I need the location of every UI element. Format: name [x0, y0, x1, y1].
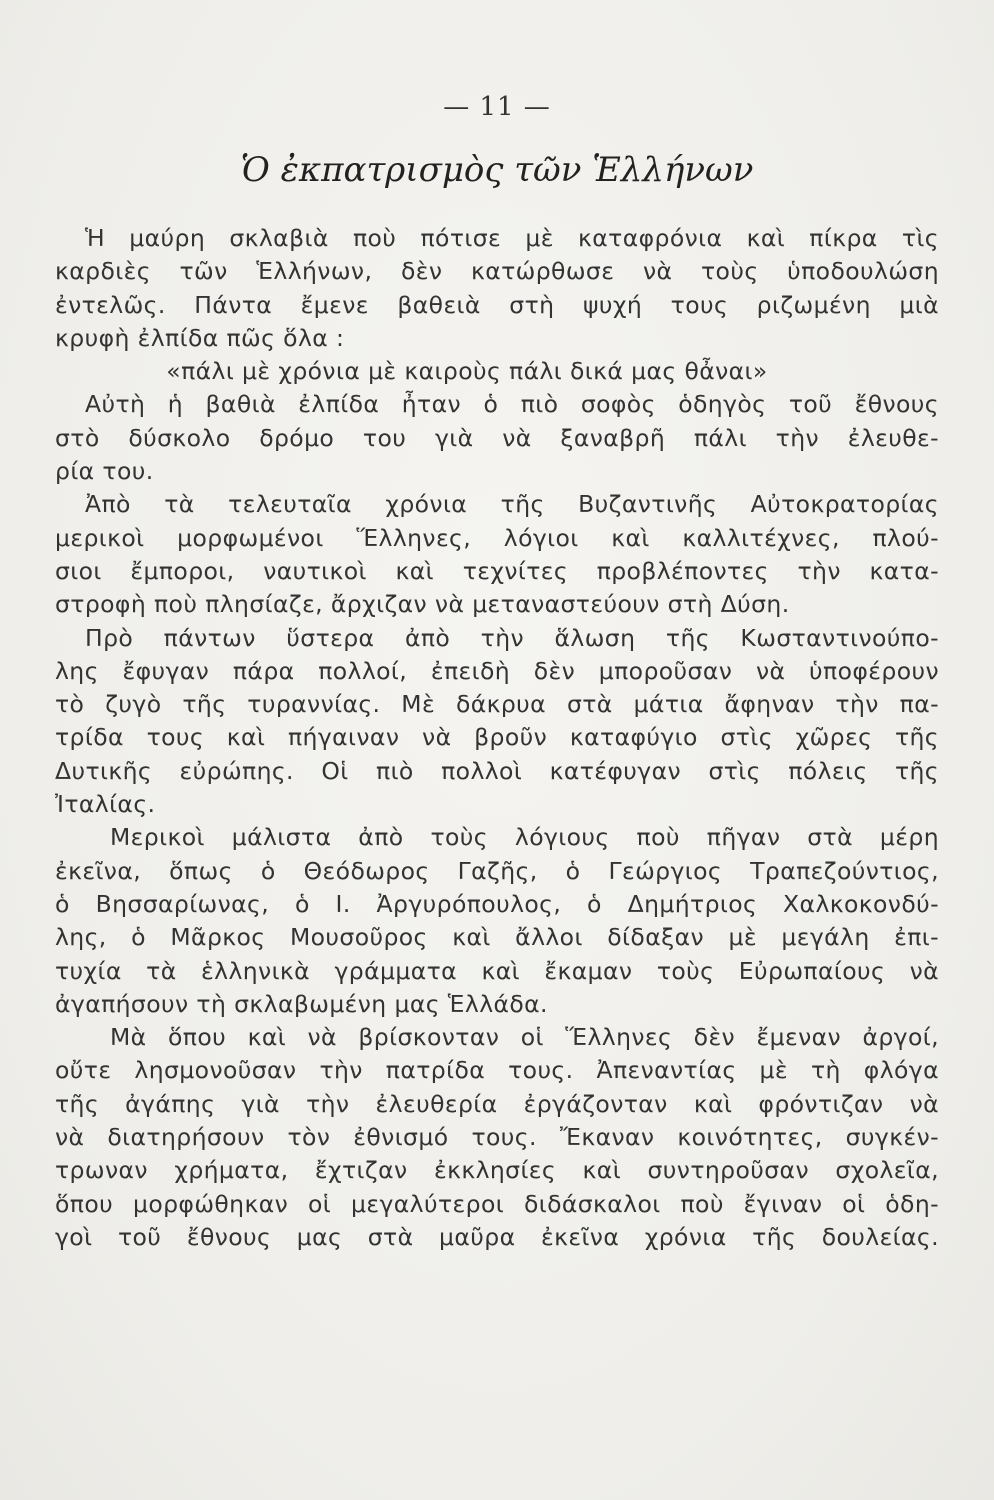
- text-line: τρωναν χρήματα, ἔχτιζαν ἐκκλησίες καὶ συντηροῦσαν σχολεῖα,: [55, 1156, 939, 1185]
- text-line: λης ἔφυγαν πάρα πολλοί, ἐπειδὴ δὲν μποροῦσαν νὰ ὑποφέρουν: [55, 656, 939, 685]
- text-line: «πάλι μὲ χρόνια μὲ καιροὺς πάλι δικά μας θἆναι»: [166, 357, 768, 386]
- text-line: τὸ ζυγὸ τῆς τυραννίας. Μὲ δάκρυα στὰ μάτια ἄφηναν τὴν πα-: [55, 690, 939, 719]
- text-line: Πρὸ πάντων ὕστερα ἀπὸ τὴν ἅλωση τῆς Κωσταντινούπο-: [85, 623, 939, 652]
- text-line: Μὰ ὅπου καὶ νὰ βρίσκονταν οἱ Ἕλληνες δὲν ἔμεναν ἀργοί,: [110, 1023, 939, 1052]
- text-line: Ἡ μαύρη σκλαβιὰ ποὺ πότισε μὲ καταφρόνια καὶ πίκρα τὶς: [85, 224, 939, 252]
- text-line: καρδιὲς τῶν Ἑλλήνων, δὲν κατώρθωσε νὰ τοὺς ὑποδουλώση: [55, 257, 939, 286]
- text-line: ἀγαπήσουν τὴ σκλαβωμένη μας Ἑλλάδα.: [55, 989, 548, 1018]
- text-line: τῆς ἀγάπης γιὰ τὴν ἐλευθερία ἐργάζονταν καὶ φρόντιζαν νὰ: [55, 1089, 939, 1118]
- text-line: στὸ δύσκολο δρόμο του γιὰ νὰ ξαναβρῆ πάλι τὴν ἐλευθε-: [55, 423, 939, 452]
- page-number: — 11 —: [443, 92, 551, 122]
- text-line: νὰ διατηρήσουν τὸν ἐθνισμό τους. Ἔκαναν κοινότητες, συγκέν-: [55, 1123, 939, 1152]
- text-line: στροφὴ ποὺ πλησίαζε, ἄρχιζαν νὰ μεταναστεύουν στὴ Δύση.: [55, 590, 790, 619]
- text-line: τυχία τὰ ἑλληνικὰ γράμματα καὶ ἔκαμαν τοὺς Εὐρωπαίους νὰ: [55, 956, 939, 985]
- text-line: ὁ Βησσαρίωνας, ὁ Ι. Ἀργυρόπουλος, ὁ Δημήτριος Χαλκοκονδύ-: [55, 889, 939, 918]
- text-line: μερικοὶ μορφωμένοι Ἕλληνες, λόγιοι καὶ καλλιτέχνες, πλού-: [55, 523, 939, 552]
- text-line: Ἰταλίας.: [55, 790, 156, 819]
- text-line: ἐντελῶς. Πάντα ἔμενε βαθειὰ στὴ ψυχή τους ριζωμένη μιὰ: [55, 290, 939, 319]
- text-line: ὅπου μορφώθηκαν οἱ μεγαλύτεροι διδάσκαλοι ποὺ ἔγιναν οἱ ὁδη-: [55, 1189, 939, 1218]
- text-line: κρυφὴ ἐλπίδα πῶς ὅλα :: [55, 323, 345, 352]
- text-line: λης, ὁ Μᾶρκος Μουσοῦρος καὶ ἄλλοι δίδαξαν μὲ μεγάλη ἐπι-: [55, 923, 939, 952]
- text-line: ἐκεῖνα, ὅπως ὁ Θεόδωρος Γαζῆς, ὁ Γεώργιος Τραπεζούντιος,: [55, 856, 939, 885]
- body-text: [55, 222, 939, 1254]
- text-line: Δυτικῆς εὐρώπης. Οἱ πιὸ πολλοὶ κατέφυγαν στὶς πόλεις τῆς: [55, 756, 939, 785]
- text-line: Αὐτὴ ἡ βαθιὰ ἐλπίδα ἦταν ὁ πιὸ σοφὸς ὁδηγὸς τοῦ ἔθνους: [85, 390, 939, 419]
- text-line: Μερικοὶ μάλιστα ἀπὸ τοὺς λόγιους ποὺ πῆγαν στὰ μέρη: [110, 823, 939, 852]
- text-line: Ἀπὸ τὰ τελευταῖα χρόνια τῆς Βυζαντινῆς Αὐτοκρατορίας: [85, 490, 939, 519]
- text-line: τρίδα τους καὶ πήγαιναν νὰ βροῦν καταφύγιο στὶς χῶρες τῆς: [55, 723, 939, 752]
- text-line: σιοι ἔμποροι, ναυτικοὶ καὶ τεχνίτες προβλέποντες τὴν κατα-: [55, 556, 939, 585]
- text-line: ρία του.: [55, 457, 154, 486]
- chapter-title: Ὁ ἐκπατρισμὸς τῶν Ἑλλήνων: [240, 150, 754, 190]
- text-line: οὔτε λησμονοῦσαν τὴν πατρίδα τους. Ἀπεναντίας μὲ τὴ φλόγα: [55, 1056, 939, 1085]
- text-line: γοὶ τοῦ ἔθνους μας στὰ μαῦρα ἐκεῖνα χρόνια τῆς δουλείας.: [55, 1222, 939, 1251]
